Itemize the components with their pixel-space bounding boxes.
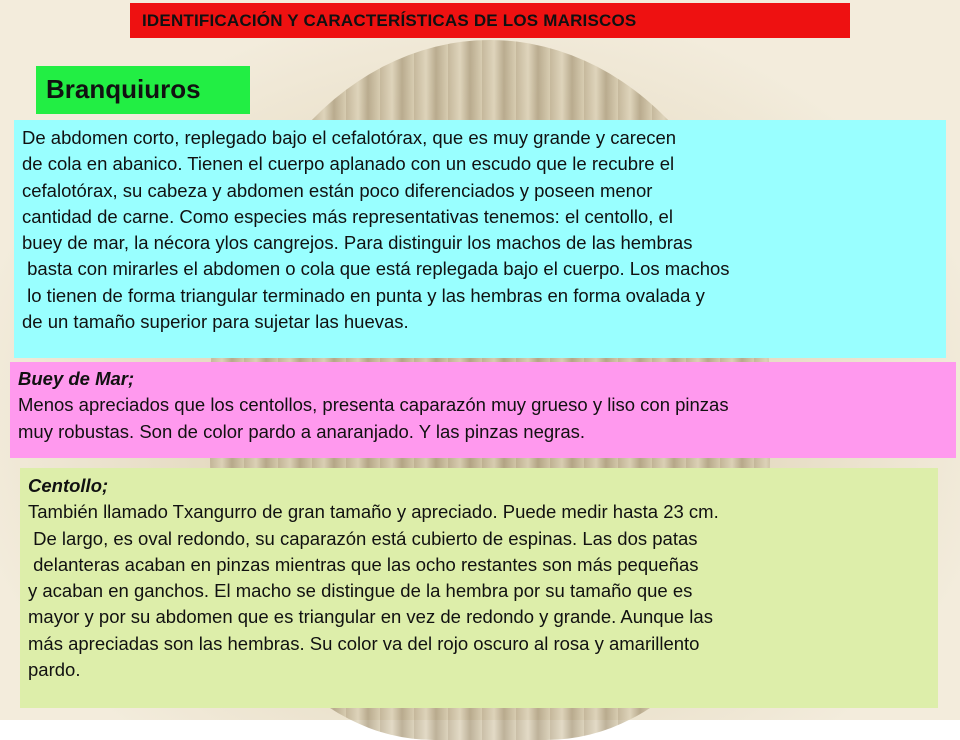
centollo-box	[20, 468, 938, 708]
intro-line: de cola en abanico. Tienen el cuerpo aplanado con un escudo que le recubre el	[22, 153, 675, 175]
centollo-line: De largo, es oval redondo, su caparazón está cubierto de espinas. Las dos patas	[28, 527, 698, 549]
centollo-line: pardo.	[28, 659, 81, 681]
intro-line: de un tamaño superior para sujetar las huevas.	[22, 311, 409, 333]
intro-line: cantidad de carne. Como especies más representativas tenemos: el centollo, el	[22, 205, 673, 227]
centollo-line: más apreciadas son las hembras. Su color va del rojo oscuro al rosa y amarillento	[28, 632, 700, 654]
buey-de-mar-box	[10, 362, 956, 458]
intro-line: De abdomen corto, replegado bajo el cefalotórax, que es muy grande y carecen	[22, 127, 677, 148]
intro-line: lo tienen de forma triangular terminado en punta y las hembras en forma ovalada y	[22, 284, 705, 306]
intro-line: basta con mirarles el abdomen o cola que está replegada bajo el cuerpo. Los machos	[22, 258, 730, 280]
buey-line: muy robustas. Son de color pardo a anaranjado. Y las pinzas negras.	[18, 420, 586, 442]
intro-text-box	[14, 120, 946, 358]
section-heading: Branquiuros	[36, 66, 250, 114]
buey-title: Buey de Mar;	[18, 368, 135, 389]
centollo-line: mayor y por su abdomen que es triangular en vez de redondo y grande. Aunque las	[28, 606, 713, 628]
centollo-line: También llamado Txangurro de gran tamaño y apreciado. Puede medir hasta 23 cm.	[28, 501, 719, 523]
centollo-title: Centollo;	[28, 475, 109, 496]
intro-line: cefalotórax, su cabeza y abdomen están poco diferenciados y poseen menor	[22, 179, 653, 201]
centollo-line: y acaban en ganchos. El macho se distingue de la hembra por su tamaño que es	[28, 580, 693, 602]
intro-line: buey de mar, la nécora ylos cangrejos. Para distinguir los machos de las hembras	[22, 232, 693, 254]
centollo-line: delanteras acaban en pinzas mientras que las ocho restantes son más pequeñas	[28, 553, 699, 575]
page-title: IDENTIFICACIÓN Y CARACTERÍSTICAS DE LOS MARISCOS	[130, 3, 850, 38]
buey-line: Menos apreciados que los centollos, presenta caparazón muy grueso y liso con pinzas	[18, 394, 729, 416]
